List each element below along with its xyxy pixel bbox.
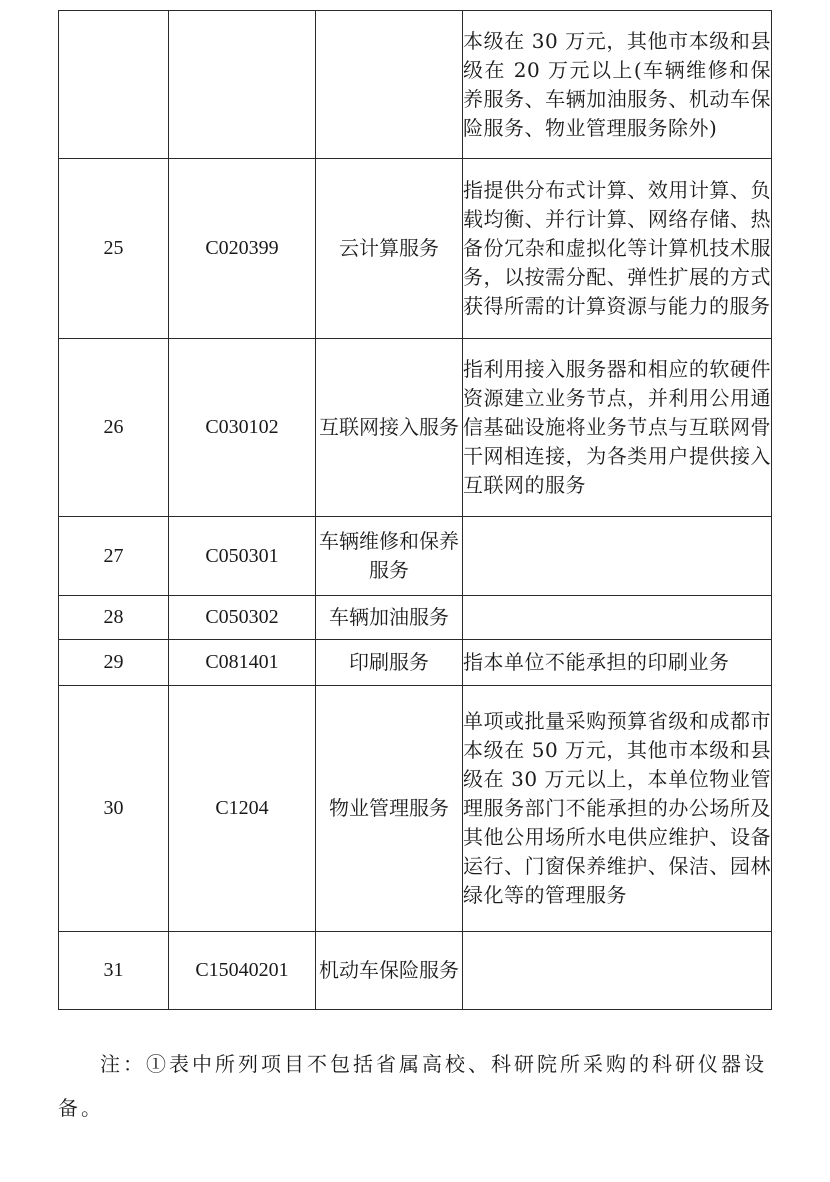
item-name: 物业管理服务	[316, 686, 463, 932]
table-row	[59, 640, 772, 686]
item-description: 指提供分布式计算、效用计算、负载均衡、并行计算、网络存储、热备份冗杂和虚拟化等计算机技术服务，以按需分配、弹性扩展的方式获得所需的计算资源与能力的服务	[463, 159, 772, 339]
row-number: 30	[59, 686, 169, 932]
row-number: 29	[59, 640, 169, 686]
item-description: 单项或批量采购预算省级和成都市本级在 50 万元，其他市本级和县级在 30 万元以上，本单位物业管理服务部门不能承担的办公场所及其他公用场所水电供应维护、设备运行、门窗保养维护、保洁、园林绿化等的管理服务	[463, 686, 772, 932]
row-number: 26	[59, 339, 169, 517]
table-row	[59, 159, 772, 339]
item-description	[463, 596, 772, 640]
table-row	[59, 932, 772, 1010]
item-code: C050302	[169, 596, 316, 640]
footnote-text: 注：①表中所列项目不包括省属高校、科研院所采购的科研仪器设备。	[58, 1052, 767, 1120]
item-code	[169, 11, 316, 159]
item-name: 互联网接入服务	[316, 339, 463, 517]
item-name: 印刷服务	[316, 640, 463, 686]
item-name: 车辆加油服务	[316, 596, 463, 640]
item-name: 车辆维修和保养服务	[316, 517, 463, 596]
table-row	[59, 517, 772, 596]
item-description: 本级在 30 万元，其他市本级和县级在 20 万元以上(车辆维修和保养服务、车辆加油服务、机动车保险服务、物业管理服务除外)	[463, 11, 772, 159]
item-name	[316, 11, 463, 159]
row-number: 28	[59, 596, 169, 640]
item-code: C1204	[169, 686, 316, 932]
procurement-items-table	[58, 10, 772, 1010]
item-name: 机动车保险服务	[316, 932, 463, 1010]
row-number: 27	[59, 517, 169, 596]
item-code: C050301	[169, 517, 316, 596]
table-footnote	[58, 1042, 776, 1130]
item-code: C081401	[169, 640, 316, 686]
item-description: 指利用接入服务器和相应的软硬件资源建立业务节点，并利用公用通信基础设施将业务节点与互联网骨干网相连接，为各类用户提供接入互联网的服务	[463, 339, 772, 517]
table-row	[59, 596, 772, 640]
row-number	[59, 11, 169, 159]
item-code: C15040201	[169, 932, 316, 1010]
item-description: 指本单位不能承担的印刷业务	[463, 640, 772, 686]
item-description	[463, 517, 772, 596]
table-row	[59, 339, 772, 517]
item-description	[463, 932, 772, 1010]
item-code: C020399	[169, 159, 316, 339]
table-row	[59, 11, 772, 159]
row-number: 31	[59, 932, 169, 1010]
table-row	[59, 686, 772, 932]
row-number: 25	[59, 159, 169, 339]
item-code: C030102	[169, 339, 316, 517]
item-name: 云计算服务	[316, 159, 463, 339]
